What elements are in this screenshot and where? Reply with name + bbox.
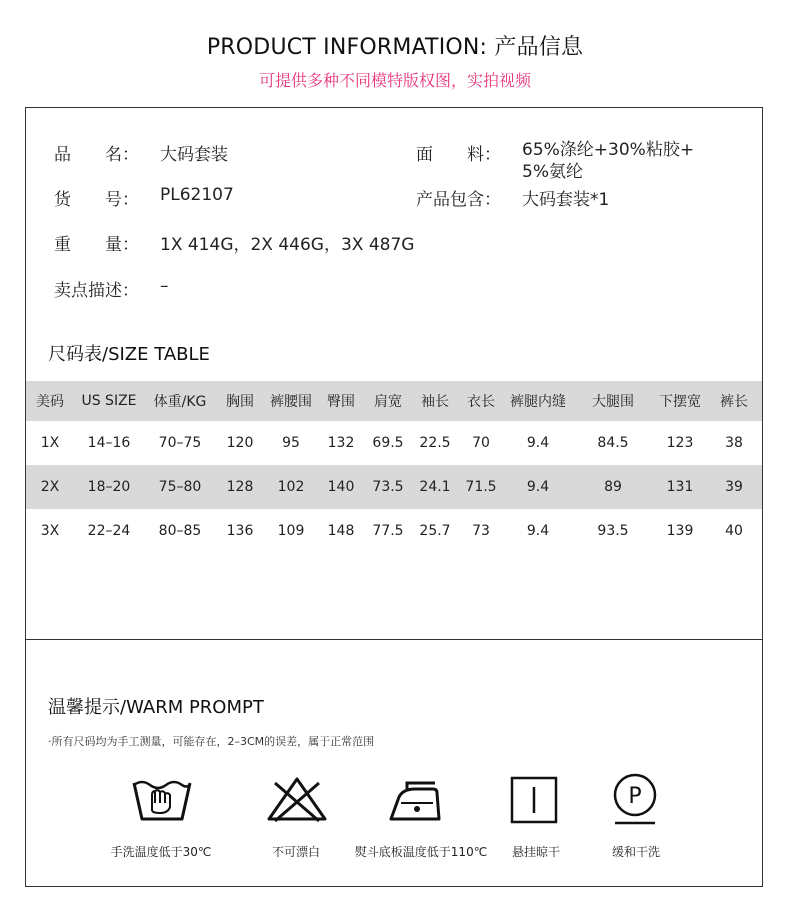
size-table-header: 裤腰围 (270, 394, 312, 410)
size-cell: 14–16 (87, 435, 131, 451)
info-name-value: 大码套装 (160, 145, 228, 165)
size-cell: 102 (277, 479, 305, 495)
size-table-header-row (26, 381, 762, 421)
iron-low-icon (384, 773, 450, 825)
size-table-header: 美码 (36, 394, 64, 410)
size-cell: 71.5 (465, 479, 497, 495)
size-table-header: 肩宽 (374, 394, 402, 410)
size-cell: 24.1 (419, 479, 451, 495)
info-weight-label: 重 量： (54, 235, 139, 255)
size-table (26, 381, 762, 553)
info-weight-value: 1X 414G，2X 446G，3X 487G (160, 235, 415, 255)
size-table-header: 大腿围 (592, 394, 634, 410)
page-subtitle: 可提供多种不同模特版权图，实拍视频 (258, 71, 531, 90)
size-cell: 80–85 (158, 523, 202, 539)
size-cell: 2X (40, 479, 60, 495)
info-fabric-value (522, 139, 694, 183)
line-dry-icon (501, 773, 567, 825)
info-selling-label: 卖点描述： (54, 281, 139, 301)
size-cell: 148 (327, 523, 355, 539)
care-label: 缓和干洗 (611, 845, 660, 859)
size-table-header: 衣长 (467, 394, 495, 410)
svg-text:P: P (628, 784, 642, 809)
info-item-value: PL62107 (160, 185, 234, 205)
size-cell: 1X (40, 435, 60, 451)
size-cell: 109 (277, 523, 305, 539)
size-table-row (26, 421, 762, 465)
size-cell: 9.4 (526, 479, 550, 495)
care-label: 熨斗底板温度低于110℃ (354, 845, 488, 859)
size-cell: 136 (226, 523, 254, 539)
warm-prompt-title: 温馨提示/WARM PROMPT (48, 697, 264, 718)
size-cell: 38 (725, 435, 743, 451)
size-cell: 89 (604, 479, 622, 495)
page-title: PRODUCT INFORMATION: 产品信息 (206, 35, 584, 60)
size-table-header: 袖长 (421, 394, 449, 410)
info-fabric-label: 面 料： (416, 145, 501, 165)
size-table-row (26, 465, 762, 509)
warm-prompt-note: ·所有尺码均为手工测量，可能存在，2–3CM的误差，属于正常范围 (48, 735, 375, 748)
size-cell: 70–75 (158, 435, 202, 451)
dry-clean-p-icon (602, 773, 668, 825)
size-cell: 3X (40, 523, 60, 539)
size-table-header: 裤长 (720, 394, 748, 410)
care-label: 不可漂白 (271, 845, 320, 859)
size-cell: 69.5 (372, 435, 404, 451)
size-cell: 132 (327, 435, 355, 451)
size-table-header: 体重/KG (153, 394, 207, 410)
size-cell: 73 (472, 523, 490, 539)
size-cell: 25.7 (419, 523, 451, 539)
info-contents-value: 大码套装*1 (522, 190, 610, 210)
size-cell: 77.5 (372, 523, 404, 539)
size-table-header: 臀围 (327, 394, 355, 410)
size-cell: 22–24 (87, 523, 131, 539)
product-info-panel (25, 107, 763, 887)
size-cell: 9.4 (526, 523, 550, 539)
size-cell: 39 (725, 479, 743, 495)
section-divider (26, 639, 762, 640)
size-table-header: 胸围 (226, 394, 254, 410)
size-table-header: 裤腿内缝 (510, 394, 566, 410)
info-item-label: 货 号： (54, 190, 139, 210)
info-name-label: 品 名： (54, 145, 139, 165)
size-cell: 70 (472, 435, 490, 451)
size-table-header: 下摆宽 (659, 394, 701, 410)
size-cell: 140 (327, 479, 355, 495)
size-cell: 75–80 (158, 479, 202, 495)
care-label: 手洗温度低于30℃ (110, 845, 212, 859)
size-cell: 120 (226, 435, 254, 451)
info-contents-label: 产品包含： (416, 190, 501, 210)
size-cell: 123 (666, 435, 694, 451)
size-cell: 9.4 (526, 435, 550, 451)
size-cell: 95 (282, 435, 300, 451)
care-label: 悬挂晾干 (511, 845, 560, 859)
size-cell: 18–20 (87, 479, 131, 495)
size-cell: 73.5 (372, 479, 404, 495)
size-cell: 22.5 (419, 435, 451, 451)
size-cell: 139 (666, 523, 694, 539)
size-cell: 128 (226, 479, 254, 495)
size-table-title: 尺码表/SIZE TABLE (48, 344, 210, 365)
size-table-header: US SIZE (81, 393, 137, 409)
size-cell: 40 (725, 523, 743, 539)
size-table-row (26, 509, 762, 553)
size-cell: 93.5 (597, 523, 629, 539)
no-bleach-icon (264, 773, 330, 825)
info-fabric-line1: 65%涤纶+30%粘胶+ (522, 140, 695, 160)
size-cell: 131 (666, 479, 694, 495)
info-fabric-line2: 5%氨纶 (522, 162, 583, 182)
size-cell: 84.5 (597, 435, 629, 451)
hand-wash-icon (129, 773, 195, 825)
info-selling-value: – (160, 276, 169, 296)
